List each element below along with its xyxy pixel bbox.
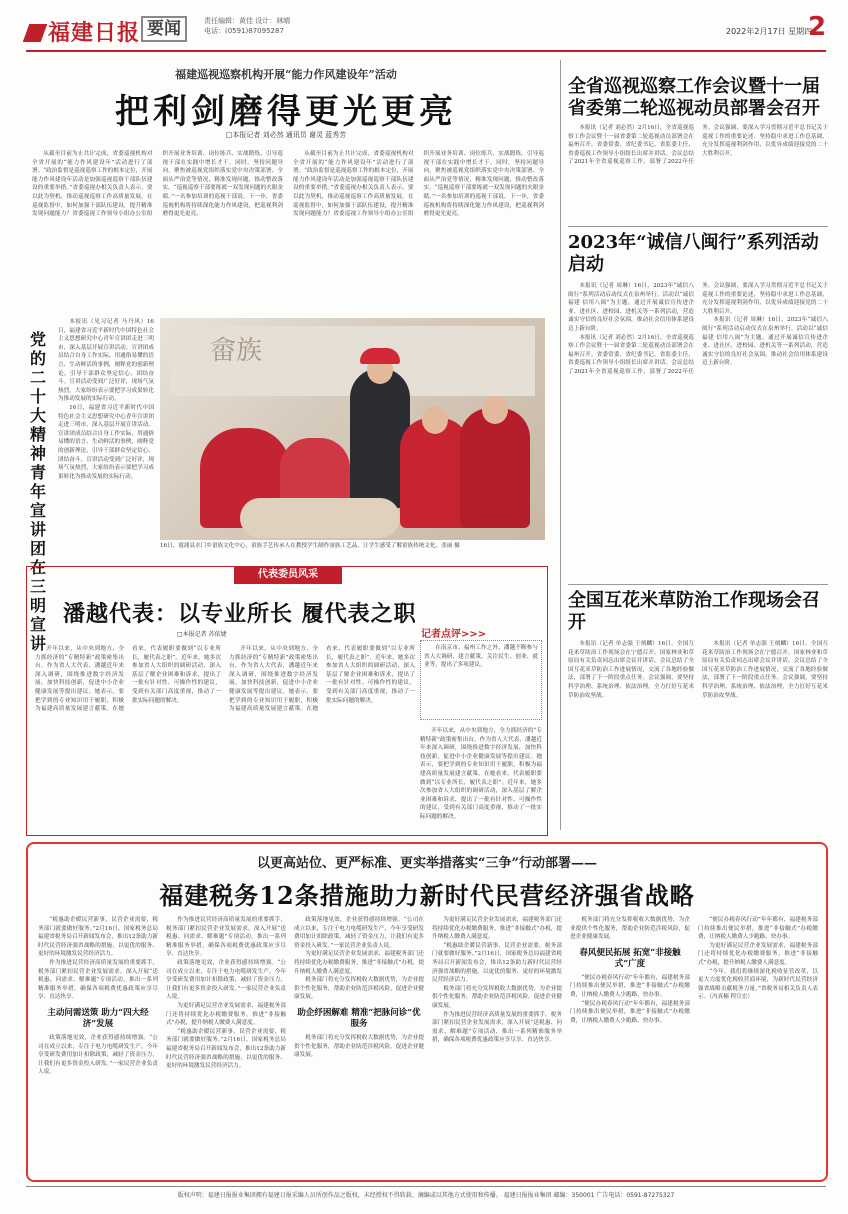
box2-paragraph: 作为推进民营经济高质量发展的重要抓手，税务部门紧扣民营企业发展需求，深入开展“送税惠、问需求、解难题”专项活动，推出一系列精准服务举措，确保各项税费优惠政策应享尽享、直达快享。 [38,959,158,1001]
vertical-story-text: 16日，福建省习近平新时代中国特色社会主义思想研究中心青年宣讲团走进三明市，深入基层开展宣讲活动。宣讲团成员结合自身工作实际，用通俗易懂的语言、生动鲜活的事例，阐释党的创新理论，引导干部群众坚定信心、团结奋斗。宣讲活动受到广泛好评，现场气氛热烈，大家纷纷表示要把学习成果转化为推动发展的实际行动。 [58,319,154,403]
right-story1-body [568,124,828,224]
box2-col4 [432,916,562,1178]
box2-paragraph: “今年，我们将继续深化税收征管改革，以更大力度优化税收营商环境，为新时代民营经济强省战略贡献税务力量。”省税务局相关负责人表示。（冯真楠 程宣宏） [698,968,818,1001]
lead-paragraph: 从截至目前为止共计完成，省委巡视机构对全省开展的“能力作风建设年”活动进行了部署。“政治监督是巡视巡察工作的根本定位，开展能力作风建设年活动是加强巡视巡察干部队伍建设的重要举措。”省委巡视办相关负责人表示，要以此为契机，推动巡视巡察工作高质量发展。在巡视监督中，如何加强干部队伍建设，提升精准发现问题能力？省委巡视工作领导小组办公室组织开展业务培训、岗位练兵、实战锻炼，引导巡视干部在实践中增长才干。同时，坚持问题导向，聚焦被巡视党组织落实党中央决策部署、全面从严治党等情况，精准发现问题，推动整改落实。“巡视巡察干部要练就一双发现问题的火眼金睛。”一名参加培训的巡视干部说。下一步，省委巡视机构将持续深化能力作风建设，把巡视利剑磨得更光更亮。 [293,151,544,218]
masthead [26,12,826,50]
right-story3-text: 本报讯（记者 单志强 王炳麟）16日，全国互花米草防治工作现场会在宁德召开。国家林业和草原局有关负责同志出席会议并讲话。会议总结了全国互花米草防治工作进展情况，交流了各地经验做法，部署了下一阶段重点任务。会议强调，要坚持科学治理、系统治理、依法治理，全力打好互花米草防治攻坚战。 [702,641,828,699]
newspaper-logo [26,16,140,47]
box2-paragraph: 税务部门将充分发挥税收大数据优势，为企业提供个性化服务，帮助企业防范涉税风险，促进企业健康发展。 [432,985,562,1009]
phone-line: 电话：(0591)87095287 [204,27,284,35]
box1-body [35,645,415,831]
box2-paragraph: 作为推进民营经济高质量发展的重要抓手，税务部门紧扣民营企业发展需求，深入开展“送税惠、问需求、解难题”专项活动，推出一系列精准服务举措，确保各项税费优惠政策应享尽享、直达快享。 [166,917,286,958]
box2-subhead: 春风便民拓展 拓宽“非接触式”广度 [579,947,681,969]
box2-col2 [166,916,286,1178]
issue-date: 2022年2月17日 星期四 [726,27,813,36]
box2-subtitle: 以更高站位、更严标准、更实举措落实“三争”行动部署—— [257,856,597,871]
photo-figure-head [422,406,448,434]
reporter-note-label: 记者点评>>> [421,629,487,640]
vertical-story-text: 16日，福建省习近平新时代中国特色社会主义思想研究中心青年宣讲团走进三明市，深入基层开展宣讲活动。宣讲团成员结合自身工作实际，用通俗易懂的语言、生动鲜活的事例，阐释党的创新理论，引导干部群众坚定信心、团结奋斗。宣讲活动受到广泛好评，现场气氛热烈，大家纷纷表示要把学习成果转化为推动发展的实际行动。 [58,404,154,480]
box2-title: 福建税务12条措施助力新时代民营经济强省战略 [159,881,695,910]
box1-byline: □本报记者 苏依婕 [177,631,227,638]
right-divider [568,584,828,585]
right-story2-title: 2023年“诚信八闽行”系列活动启动 [568,232,819,275]
logo-mark-icon [23,24,48,42]
box2-paragraph: 政策落地见效，企业获得感持续增强。“公司在成立以来，专注于电力电缆研发生产，今年享受研发费用加计扣除政策，减轻了资金压力，让我们有更多资金投入研发。”一家民营企业负责人说。 [294,917,424,949]
editor-line: 责任编辑：黄佳 设计：林晴 [204,17,291,25]
box2-col3 [294,916,424,1178]
reporter-note-text: 在南京市、福州工作之外，潘越不断参与省人大调研，建言献策，关注民生、创业、就业等，提出了多项建议。 [424,645,538,669]
lead-byline: □本报记者 刘必然 通讯员 谢灵 蓝秀芳 [225,131,347,139]
news-photo [160,318,545,540]
lead-body [32,150,544,315]
box2-paragraph: 税务部门将充分发挥税收大数据优势，为企业提供个性化服务，帮助企业防范涉税风险，促进企业健康发展。 [294,977,424,1001]
box1-body-right [420,727,542,831]
box1-paragraph: 开年以来，从中央到地方，全力抓经济的“专精特新”政策密集出台。作为省人大代表，潘越近年来深入调研，围绕推进数字经济发展，加快科技创新，促进中小企业健康发展等提出建议。她表示，要把学到的专业知识用于履职，积极为福建高质量发展建言献策。在她看来，代表履职要做到“以专业所长，履代表之职”。近年来，她多次参加省人大组织的调研活动，深入基层了解企业困难和诉求，提出了一批有针对性、可操作性的建议，受到有关部门高度重视，推动了一批实际问题的解决。 [229,646,415,713]
right-story1-text: 本报讯（记者 刘必然）2月16日，全省巡视巡察工作会议暨十一届省委第二轮巡视动员部署会在福州召开。省委常委、省纪委书记、省监委主任、省委巡视工作领导小组组长出席并讲话。会议总结了2021年全省巡视巡察工作，部署了2022年任务。会议强调，要深入学习贯彻习近平总书记关于巡视工作的重要论述，坚持稳中求进工作总基调，充分发挥巡视利剑作用，以优异成绩迎接党的二十大胜利召开。 [568,125,828,166]
box2-subhead: 主动问需送策 助力“四大经济”发展 [47,1007,149,1029]
right-story2-text: 本报讯（记者 周琳）16日，2023年“诚信八闽行”系列活动启动仪式在泉州举行。活动以“诚信福建 信用八闽”为主题，通过开展诚信宣传进企业、进社区、进校园、进机关等一系列活动，营造诚实守信的良好社会氛围，推动社会信用体系建设迈上新台阶。 [568,283,694,332]
box2-paragraph: 为更好满足民营企业发展需求，福建税务部门还将持续优化办税缴费服务，推进“非接触式”办税，提升纳税人缴费人满意度。 [698,942,818,966]
reporter-note [420,640,542,720]
box2-col6 [698,916,818,1178]
right-story3-text: 本报讯（记者 单志强 王炳麟）16日，全国互花米草防治工作现场会在宁德召开。国家林业和草原局有关负责同志出席会议并讲话。会议总结了全国互花米草防治工作进展情况，交流了各地经验做法，部署了下一阶段重点任务。会议强调，要坚持科学治理、系统治理、依法治理，全力打好互花米草防治攻坚战。 [568,641,694,699]
box2-paragraph: “便民办税春风行动”年年都有，福建税务部门持续推出便民举措，推进“非接触式”办税缴费，让纳税人缴费人少跑路、快办事。 [570,1000,690,1024]
box2-paragraph: 为更好满足民营企业发展需求，福建税务部门还将持续优化办税缴费服务，推进“非接触式”办税，提升纳税人缴费人满意度。 [432,917,562,941]
box2-paragraph: “税惠助企暖民营新事，民营企业需要，税务部门就要做好服务。”2月16日，国家税务总局福建省税务局召开新闻发布会，推出12条助力新时代民营经济强省战略的措施，以更优的服务、更好的环境激发民营经济活力。 [38,917,158,958]
right-story3-title: 全国互花米草防治工作现场会召开 [568,590,820,633]
right-story1-title: 全省巡视巡察工作会议暨十一届省委第二轮巡视动员部署会召开 [568,76,820,119]
box2-paragraph: 政策落地见效，企业获得感持续增强。“公司在成立以来，专注于电力电缆研发生产，今年享受研发费用加计扣除政策，减轻了资金压力，让我们有更多资金投入研发。”一家民营企业负责人说。 [38,1034,158,1076]
photo-figure-hat [360,348,400,364]
photo-craft [240,498,400,538]
right-divider [568,226,828,227]
vertical-story-body [58,318,154,558]
column-divider [560,60,561,830]
photo-caption: 16日，霞浦县水门乡畲族文化中心，畲族手艺传承人在教授学生制作畲族工艺品，让学生感受了解畲族传统文化。张丽 摄 [160,543,460,549]
delegate-profile-box [26,566,548,836]
vertical-story-title: 党的二十大精神青年宣讲团在三明宣讲 [30,330,47,653]
box2-paragraph: 为更好满足民营企业发展需求，福建税务部门还将持续优化办税缴费服务，推进“非接触式”办税，提升纳税人缴费人满意度。 [166,1002,286,1027]
box2-col5 [570,916,690,1178]
box-tag: 代表委员风采 [234,566,342,584]
box2-subhead: 助企纾困解难 精准“把脉问诊”优服务 [297,1007,421,1029]
page-number: 2 [808,12,827,42]
box2-paragraph: 为更好满足民营企业发展需求，福建税务部门还将持续优化办税缴费服务，推进“非接触式”办税，提升纳税人缴费人满意度。 [294,951,424,975]
box2-paragraph: “便民办税春风行动”年年都有，福建税务部门持续推出便民举措，推进“非接触式”办税缴费，让纳税人缴费人少跑路、快办事。 [570,974,690,998]
footer: 版权声明：福建日报报业集团拥有福建日报采编人员所创作品之版权，未经授权不得转载、摘编或以其他方式使用和传播。 福建日报报业集团 邮编：350001 广告电话：0591-87275327 [177,1192,675,1199]
lead-paragraph: 从截至目前为止共计完成，省委巡视机构对全省开展的“能力作风建设年”活动进行了部署。“政治监督是巡视巡察工作的根本定位，开展能力作风建设年活动是加强巡视巡察干部队伍建设的重要举措。”省委巡视办相关负责人表示，要以此为契机，推动巡视巡察工作高质量发展。在巡视监督中，如何加强干部队伍建设，提升精准发现问题能力？省委巡视工作领导小组办公室组织开展业务培训、岗位练兵、实战锻炼，引导巡视干部在实践中增长才干。同时，坚持问题导向，聚焦被巡视党组织落实党中央决策部署、全面从严治党等情况，精准发现问题，推动整改落实。“巡视巡察干部要练就一双发现问题的火眼金睛。”一名参加培训的巡视干部说。下一步，省委巡视机构将持续深化能力作风建设，把巡视利剑磨得更光更亮。 [32,151,283,218]
lead-subtitle: 福建巡视巡察机构开展“能力作风建设年”活动 [175,68,397,81]
box1-paragraph: 开年以来，从中央到地方，全力抓经济的“专精特新”政策密集出台。作为省人大代表，潘越近年来深入调研，围绕推进数字经济发展，加快科技创新，促进中小企业健康发展等提出建议。她表示，要把学到的专业知识用于履职，积极为福建高质量发展建言献策。在她看来，代表履职要做到“以专业所长，履代表之职”。近年来，她多次参加省人大组织的调研活动，深入基层了解企业困难和诉求，提出了一批有针对性、可操作性的建议，受到有关部门高度重视，推动了一批实际问题的解决。 [420,728,542,820]
right-story2-body [568,282,828,582]
photo-figure [460,408,530,528]
box2-paragraph: 税务部门将充分发挥税收大数据优势，为企业提供个性化服务，帮助企业防范涉税风险，促进企业健康发展。 [294,1034,424,1059]
right-story3-body [568,640,828,830]
box2-paragraph: 作为推进民营经济高质量发展的重要抓手，税务部门紧扣民营企业发展需求，深入开展“送税惠、问需求、解难题”专项活动，推出一系列精准服务举措，确保各项税费优惠政策应享尽享、直达快享。 [432,1011,562,1044]
box1-title: 潘越代表：以专业所长 履代表之职 [63,601,417,627]
tax-feature-box [26,842,828,1182]
logo-text: 福建日报 [48,20,141,46]
section-tag: 要闻 [141,16,187,42]
box2-paragraph: “税惠助企暖民营新事，民营企业需要，税务部门就要做好服务。”2月16日，国家税务总局福建省税务局召开新闻发布会，推出12条助力新时代民营经济强省战略的措施，以更优的服务、更好的环境激发民营经济活力。 [432,942,562,984]
right-story2-text: 本报讯（记者 周琳）16日，2023年“诚信八闽行”系列活动启动仪式在泉州举行。活动以“诚信福建 信用八闽”为主题，通过开展诚信宣传进企业、进社区、进校园、进机关等一系列活动，营造诚实守信的良好社会氛围，推动社会信用体系建设迈上新台阶。 [702,317,828,367]
header-rule [26,50,826,52]
photo-figure-head [482,396,508,424]
box2-paragraph: 税务部门将充分发挥税收大数据优势，为企业提供个性化服务，帮助企业防范涉税风险，促进企业健康发展。 [570,917,690,941]
box2-paragraph: “税惠助企暖民营新事，民营企业需要，税务部门就要做好服务。”2月16日，国家税务总局福建省税务局召开新闻发布会，推出12条助力新时代民营经济强省战略的措施，以更优的服务、更好的环境激发民营经济活力。 [166,1028,286,1070]
box1-paragraph: 开年以来，从中央到地方，全力抓经济的“专精特新”政策密集出台。作为省人大代表，潘越近年来深入调研，围绕推进数字经济发展，加快科技创新，促进中小企业健康发展等提出建议。她表示，要把学到的专业知识用于履职，积极为福建高质量发展建言献策。在她看来，代表履职要做到“以专业所长，履代表之职”。近年来，她多次参加省人大组织的调研活动，深入基层了解企业困难和诉求，提出了一批有针对性、可操作性的建议，受到有关部门高度重视，推动了一批实际问题的解决。 [35,646,221,713]
footer-rule [26,1186,826,1187]
box2-paragraph: 政策落地见效，企业获得感持续增强。“公司在成立以来，专注于电力电缆研发生产，今年享受研发费用加计扣除政策，减轻了资金压力，让我们有更多资金投入研发。”一家民营企业负责人说。 [166,959,286,1001]
right-story2-text: 本报讯（记者 刘必然）2月16日，全省巡视巡察工作会议暨十一届省委第二轮巡视动员部署会在福州召开。省委常委、省纪委书记、省监委主任、省委巡视工作领导小组组长出席并讲话。会议总结了2021年全省巡视巡察工作，部署了2022年任务。会议强调，要深入学习贯彻习近平总书记关于巡视工作的重要论述，坚持稳中求进工作总基调，充分发挥巡视利剑作用，以优异成绩迎接党的二十大胜利召开。 [568,283,828,375]
photo-sign-text: 畲族 [210,336,263,366]
box2-col1 [38,916,158,1178]
lead-title: 把利剑磨得更光更亮 [115,92,457,132]
box2-paragraph: “便民办税春风行动”年年都有，福建税务部门持续推出便民举措，推进“非接触式”办税缴费，让纳税人缴费人少跑路、快办事。 [698,917,818,941]
editor-info [204,16,290,36]
vertical-story-byline: 本报讯（见习记者 马丹风） [69,319,147,325]
